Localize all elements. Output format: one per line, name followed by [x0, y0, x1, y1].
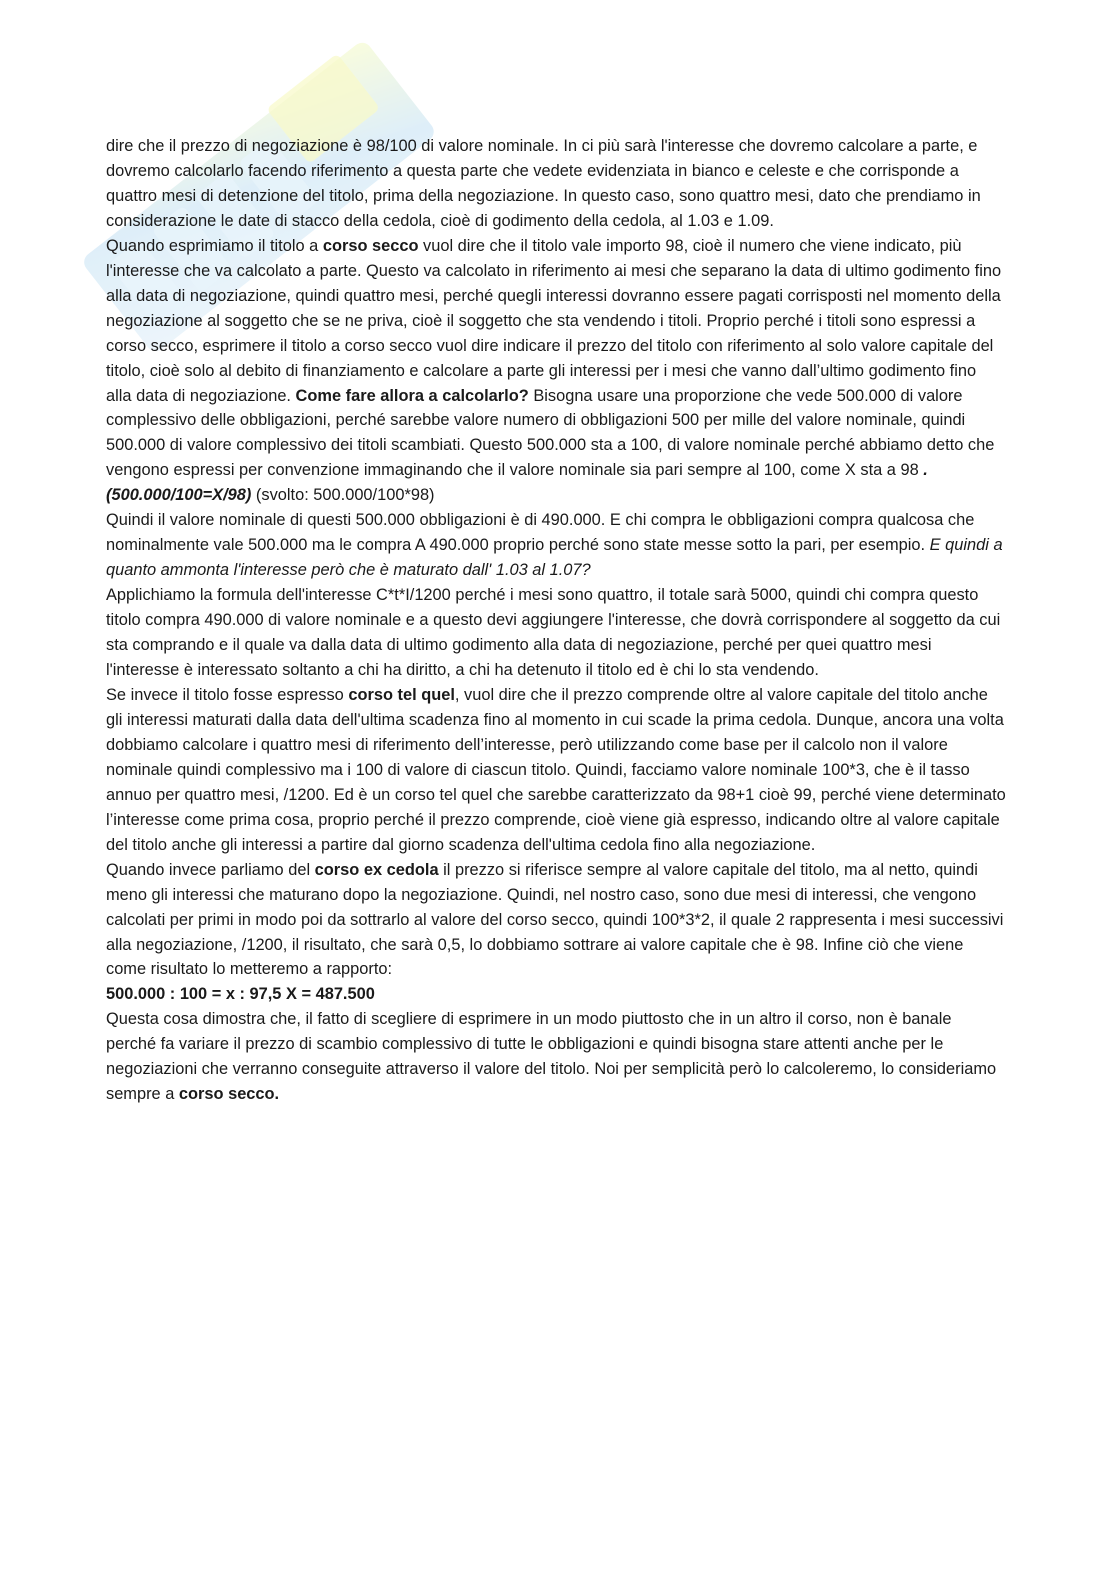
paragraph — [106, 134, 1006, 234]
italic-text: E quindi a quanto ammonta l'interesse però che è maturato dall' 1.03 al 1.07? — [106, 536, 1003, 580]
bold-text: . (500.000/100=X/98) — [106, 461, 928, 505]
paragraph — [106, 234, 1006, 508]
text-run: Quando invece parliamo del — [106, 860, 315, 879]
text-run: vuol dire che il titolo vale importo 98, cioè il numero che viene indicato, più l'interesse che va calcolato a parte. Questo va calcolato in riferimento ai mesi che separano la data di ultimo godimento fino alla data di negoziazione, quindi quattro mesi, perché quegli interessi dovranno essere pagati corrisposti nel momento della negoziazione al soggetto che se ne priva, cioè il soggetto che sta vendendo i titoli. Proprio perché i titoli sono espressi a corso secco, esprimere il titolo a corso secco vuol dire indicare il prezzo del titolo con riferimento al solo valore capitale del titolo, cioè solo al debito di finanziamento e calcolare a parte gli interessi per i mesi che vanno dall’ultimo godimento fino alla data di negoziazione. — [106, 236, 1002, 405]
text-run: (svolto: 500.000/100*98) — [251, 486, 435, 505]
bold-text: corso secco — [322, 236, 419, 255]
text-run: dire che il prezzo di negoziazione è 98/100 di valore nominale. In ci più sarà l'interesse che dovremo calcolare a parte, e dovremo calcolarlo facendo riferimento a questa parte che vedete evidenziata in bianco e celeste e che corrisponde a quattro mesi di detenzione del titolo, prima della negoziazione. In questo caso, sono quattro mesi, dato che prendiamo in considerazione le date di stacco della cedola, cioè di godimento della cedola, al 1.03 e 1.09. — [106, 137, 981, 230]
bold-text: corso secco. — [178, 1085, 280, 1104]
bold-text: 500.000 : 100 = x : 97,5 X = 487.500 — [106, 985, 375, 1004]
paragraph — [106, 858, 1006, 983]
document-body — [106, 134, 1006, 1107]
text-run: Quando esprimiamo il titolo a — [106, 236, 323, 255]
bold-text: corso tel quel — [348, 685, 455, 704]
text-run: Bisogna usare una proporzione che vede 500.000 di valore complessivo delle obbligazioni, perché sarebbe valore numero di obbligazioni 500 per mille del valore nominale, quindi 500.000 di valore complessivo dei titoli scambiati. Questo 500.000 sta a 100, di valore nominale perché abbiamo detto che vengono espressi per convenzione immaginando che il valore nominale sia pari sempre al 100, come X sta a 98 — [106, 386, 995, 480]
paragraph — [106, 1007, 1006, 1107]
paragraph — [106, 683, 1006, 858]
paragraph — [106, 583, 1006, 683]
text-run: Quindi il valore nominale di questi 500.000 obbligazioni è di 490.000. E chi compra le obbligazioni compra qualcosa che nominalmente vale 500.000 ma le compra A 490.000 proprio perché sono state messe sotto la pari, per esempio. — [106, 511, 975, 555]
text-run: Se invece il titolo fosse espresso — [106, 685, 349, 704]
paragraph — [106, 508, 1006, 583]
text-run: Applichiamo la formula dell'interesse C*t*I/1200 perché i mesi sono quattro, il totale sarà 5000, quindi chi compra questo titolo compra 490.000 di valore nominale e a questo devi aggiungere l'interesse, che dovrà corrispondere al soggetto da cui sta comprando e il quale va dalla data di ultimo godimento alla data di negoziazione, perché per quei quattro mesi l'interesse è interessato soltanto a chi ha diritto, a chi ha detenuto il titolo ed è chi lo sta vendendo. — [106, 586, 1001, 680]
paragraph — [106, 982, 1006, 1007]
text-run: Questa cosa dimostra che, il fatto di scegliere di esprimere in un modo piuttosto che in un altro il corso, non è banale perché fa variare il prezzo di scambio complessivo di tutte le obbligazioni e quindi bisogna stare attenti anche per le negoziazioni che verranno conseguite attraverso il valore del titolo. Noi per semplicità però lo calcoleremo, lo consideriamo sempre a — [106, 1010, 997, 1104]
text-run: il prezzo si riferisce sempre al valore capitale del titolo, ma al netto, quindi meno gli interessi che maturano dopo la negoziazione. Quindi, nel nostro caso, sono due mesi di interessi, che vengono calcolati per primi in modo poi da sottrarlo al valore del corso secco, quindi 100*3*2, il quale 2 rappresenta i mesi successivi alla negoziazione, /1200, il risultato, che sarà 0,5, lo dobbiamo sottrare ai valore capitale che è 98. Infine ciò che viene come risultato lo metteremo a rapporto: — [106, 860, 1004, 979]
bold-text: Come fare allora a calcolarlo? — [295, 386, 529, 405]
bold-text: corso ex cedola — [314, 860, 439, 879]
text-run: , vuol dire che il prezzo comprende oltre al valore capitale del titolo anche gli interessi maturati dalla data dell'ultima scadenza fino al momento in cui scade la prima cedola. Dunque, ancora una volta dobbiamo calcolare i quattro mesi di riferimento dell’interesse, però utilizzando come base per il calcolo non il valore nominale quindi complessivo ma i 100 di valore di ciascun titolo. Quindi, facciamo valore nominale 100*3, che è il tasso annuo per quattro mesi, /1200. Ed è un corso tel quel che sarebbe caratterizzato da 98+1 cioè 99, perché viene determinato l’interesse come prima cosa, proprio perché il prezzo comprende, cioè viene già espresso, indicando oltre al valore capitale del titolo anche gli interessi a partire dal giorno scadenza dell'ultima cedola fino alla negoziazione. — [106, 685, 1006, 854]
